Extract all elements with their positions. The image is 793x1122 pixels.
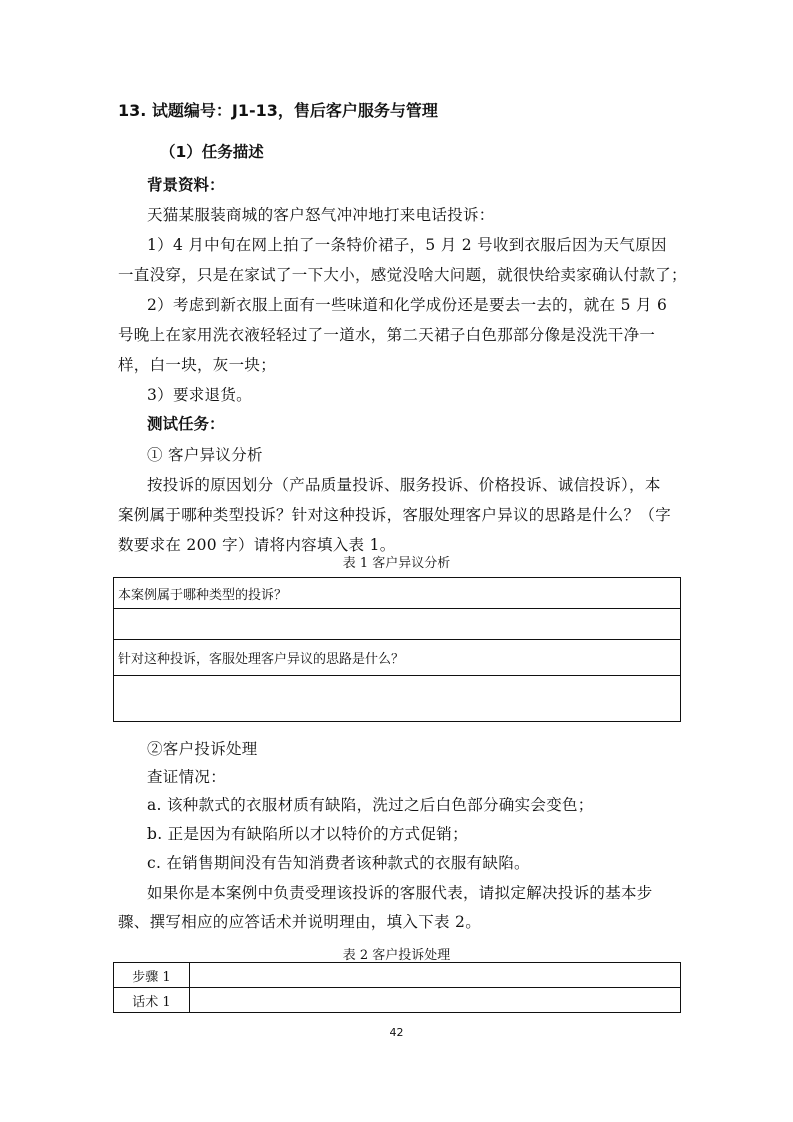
table1-caption: 表 1 客户异议分析 bbox=[342, 556, 451, 571]
background-label: 背景资料： bbox=[147, 176, 225, 194]
item1-line1: 1）4 月中旬在网上拍了一条特价裙子，5 月 2 号收到衣服后因为天气原因 bbox=[147, 236, 667, 254]
question-heading: 13. 试题编号：J1-13，售后客户服务与管理 bbox=[118, 101, 438, 120]
test-task-label: 测试任务： bbox=[147, 415, 225, 433]
table1-customer-objection bbox=[113, 577, 681, 722]
verify-label: 查证情况： bbox=[147, 768, 227, 786]
item2-line2: 号晚上在家用洗衣液轻轻过了一道水，第二天裙子白色那部分像是没洗干净一 bbox=[118, 326, 656, 344]
table2-step1-cell[interactable] bbox=[190, 963, 681, 988]
task1-line1: 按投诉的原因划分（产品质量投诉、服务投诉、价格投诉、诚信投诉），本 bbox=[147, 476, 661, 494]
intro-text: 天猫某服装商城的客户怒气冲冲地打来电话投诉： bbox=[147, 206, 495, 224]
task1-line2: 案例属于哪种类型投诉？针对这种投诉，客服处理客户异议的思路是什么？（字 bbox=[118, 506, 672, 524]
item1-line2: 一直没穿，只是在家试了一下大小，感觉没啥大问题，就很快给卖家确认付款了； bbox=[118, 266, 687, 284]
table1-answer2-cell[interactable] bbox=[114, 676, 681, 722]
table2-script1-cell[interactable] bbox=[190, 988, 681, 1013]
table1-question2: 针对这种投诉，客服处理客户异议的思路是什么？ bbox=[114, 640, 681, 676]
task1-title: ① 客户异议分析 bbox=[147, 446, 263, 464]
section-task-description: （1）任务描述 bbox=[160, 143, 264, 161]
fact-c: c. 在销售期间没有告知消费者该种款式的衣服有缺陷。 bbox=[147, 854, 530, 872]
table2-complaint-handling bbox=[113, 962, 681, 1013]
item2-line3: 样，白一块，灰一块； bbox=[118, 356, 277, 374]
table2-step1-label: 步骤 1 bbox=[114, 963, 190, 988]
task2-title: ②客户投诉处理 bbox=[147, 740, 258, 758]
fact-a: a. 该种款式的衣服材质有缺陷，洗过之后白色部分确实会变色； bbox=[147, 796, 594, 814]
fact-b: b. 正是因为有缺陷所以才以特价的方式促销； bbox=[147, 825, 468, 843]
table1-answer1-cell[interactable] bbox=[114, 609, 681, 640]
task2-line1: 如果你是本案例中负责受理该投诉的客服代表，请拟定解决投诉的基本步 bbox=[147, 884, 653, 902]
item2-line1: 2）考虑到新衣服上面有一些味道和化学成份还是要去一去的，就在 5 月 6 bbox=[147, 296, 668, 314]
item3-text: 3）要求退货。 bbox=[147, 386, 252, 404]
task2-line2: 骤、撰写相应的应答话术并说明理由，填入下表 2。 bbox=[118, 913, 481, 931]
table2-script1-label: 话术 1 bbox=[114, 988, 190, 1013]
page-number: 42 bbox=[389, 1026, 404, 1039]
table1-question1: 本案例属于哪种类型的投诉？ bbox=[114, 578, 681, 609]
task1-line3: 数要求在 200 字）请将内容填入表 1。 bbox=[118, 536, 396, 554]
table2-caption: 表 2 客户投诉处理 bbox=[342, 948, 451, 963]
